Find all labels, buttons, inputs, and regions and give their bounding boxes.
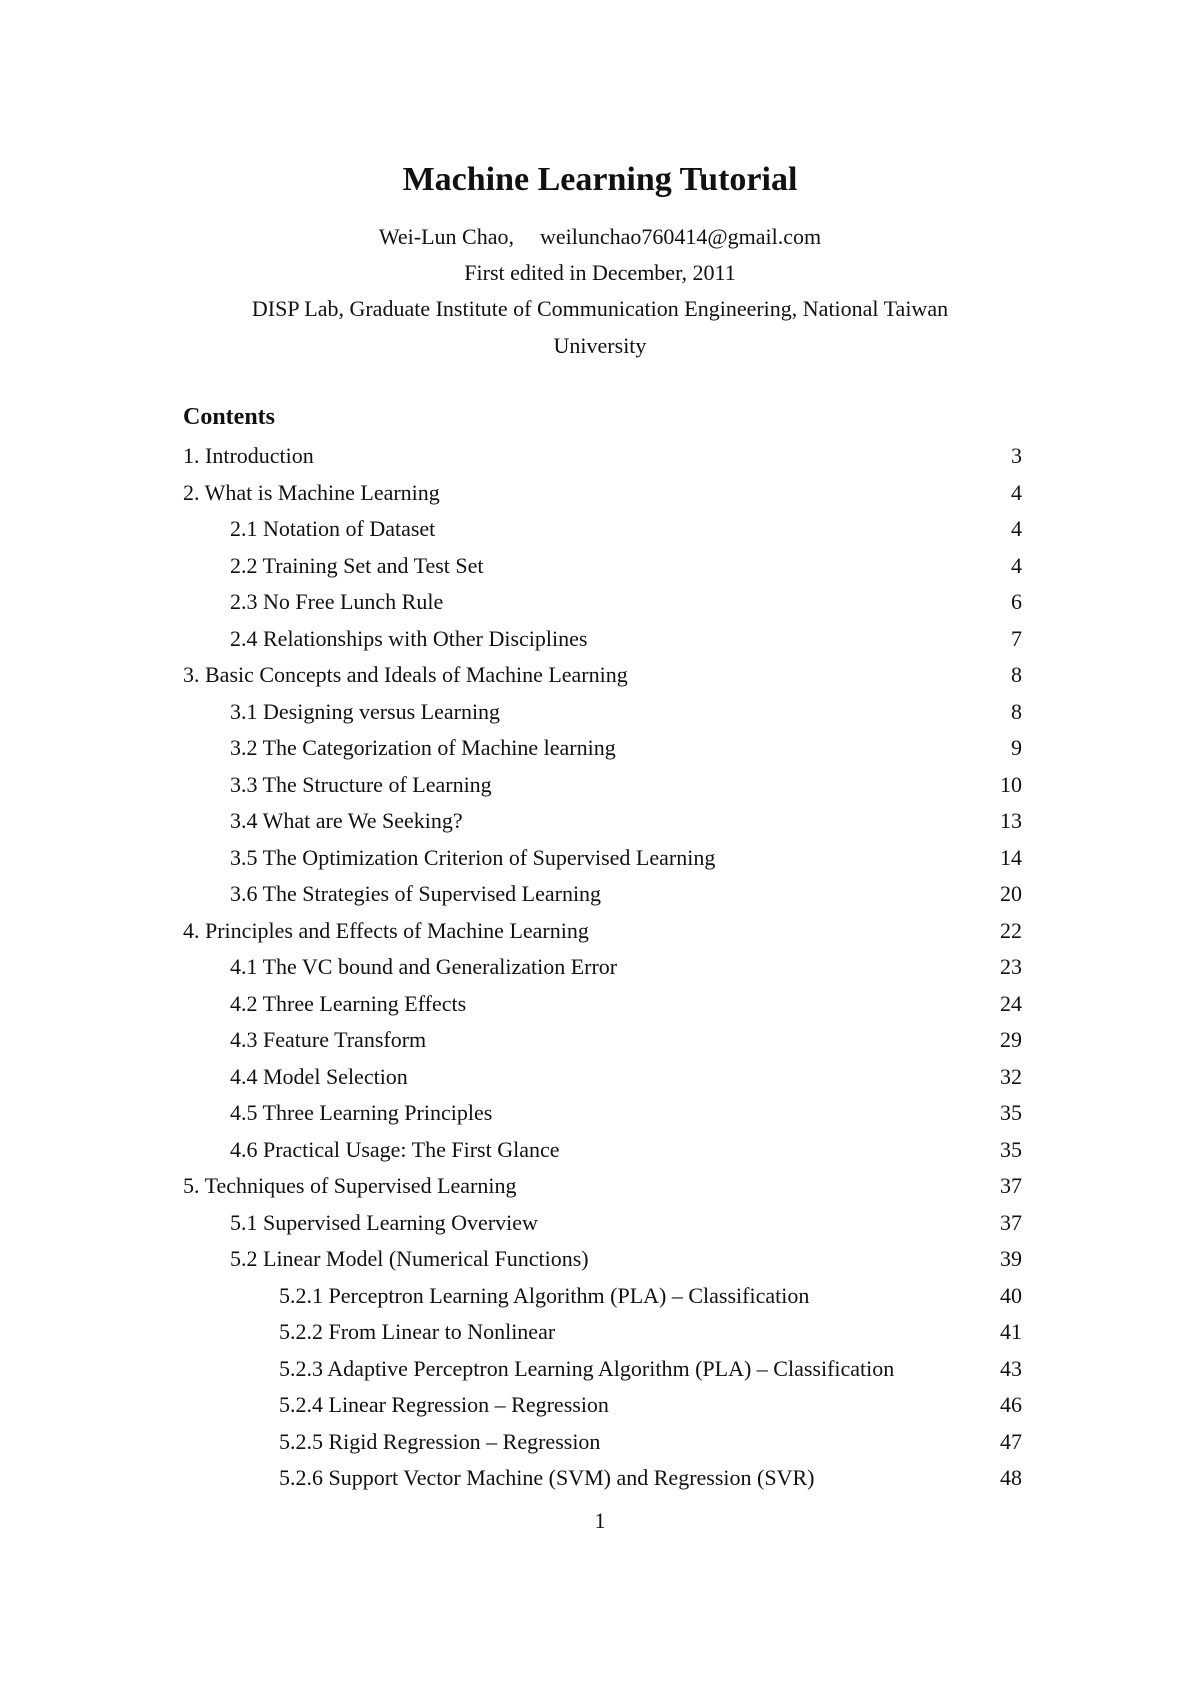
contents-heading: Contents <box>183 404 276 430</box>
toc-entry <box>0 697 1200 734</box>
toc-entry-page: 9 <box>1011 735 1022 760</box>
document-title: Machine Learning Tutorial <box>402 161 798 198</box>
toc-entry-label: 5.2.5 Rigid Regression – Regression <box>279 1428 601 1454</box>
toc-entry-page: 3 <box>1011 443 1022 468</box>
toc-entry-label: 3. Basic Concepts and Ideals of Machine Learning <box>183 662 628 687</box>
toc-entry-page: 37 <box>1000 1173 1022 1198</box>
table-of-contents <box>0 441 1200 1500</box>
toc-entry <box>0 478 1200 515</box>
toc-entry <box>0 733 1200 770</box>
toc-entry-page: 14 <box>1000 844 1022 870</box>
toc-entry <box>0 1135 1200 1172</box>
toc-entry <box>0 952 1200 989</box>
toc-entry-page: 6 <box>1011 589 1022 614</box>
toc-entry-page: 10 <box>1000 771 1022 797</box>
toc-entry <box>0 624 1200 661</box>
toc-entry <box>0 1244 1200 1281</box>
author-line <box>0 222 1200 252</box>
toc-entry-label: 3.1 Designing versus Learning <box>230 698 501 724</box>
toc-entry-label: 2.1 Notation of Dataset <box>230 516 436 541</box>
toc-entry-page: 32 <box>1000 1063 1022 1089</box>
toc-entry-label: 3.5 The Optimization Criterion of Supervised Learning <box>230 844 716 870</box>
toc-entry-page: 4 <box>1011 552 1022 578</box>
toc-entry-label: 4.6 Practical Usage: The First Glance <box>230 1136 560 1162</box>
toc-entry <box>0 1390 1200 1427</box>
toc-entry-page: 40 <box>1000 1282 1022 1308</box>
toc-entry <box>0 587 1200 624</box>
toc-entry <box>0 916 1200 953</box>
toc-entry-page: 4 <box>1011 516 1022 541</box>
toc-entry-page: 48 <box>1000 1465 1022 1490</box>
toc-entry-label: 3.2 The Categorization of Machine learning <box>230 735 616 760</box>
toc-entry <box>0 1281 1200 1318</box>
toc-entry-label: 5.1 Supervised Learning Overview <box>230 1209 538 1235</box>
author-email: weilunchao760414@gmail.com <box>539 224 822 249</box>
toc-entry-label: 3.4 What are We Seeking? <box>230 808 463 833</box>
toc-entry <box>0 1062 1200 1099</box>
toc-entry <box>0 1317 1200 1354</box>
affiliation-line-2: University <box>553 333 647 358</box>
toc-entry-label: 5.2 Linear Model (Numerical Functions) <box>230 1246 589 1271</box>
toc-entry-page: 37 <box>1000 1209 1022 1235</box>
toc-entry <box>0 1171 1200 1208</box>
toc-entry-label: 1. Introduction <box>183 443 314 468</box>
toc-entry <box>0 1463 1200 1500</box>
toc-entry <box>0 514 1200 551</box>
toc-entry-label: 5. Techniques of Supervised Learning <box>183 1173 517 1198</box>
toc-entry-page: 22 <box>1000 917 1022 943</box>
toc-entry-label: 2.4 Relationships with Other Disciplines <box>230 625 588 651</box>
toc-entry-label: 5.2.4 Linear Regression – Regression <box>279 1392 609 1417</box>
toc-entry-page: 35 <box>1000 1100 1022 1125</box>
toc-entry-page: 13 <box>1000 808 1022 833</box>
edited-date: First edited in December, 2011 <box>464 260 736 285</box>
toc-entry-page: 24 <box>1000 990 1022 1016</box>
toc-entry-label: 5.2.6 Support Vector Machine (SVM) and Regression (SVR) <box>279 1465 815 1490</box>
toc-entry-label: 2.3 No Free Lunch Rule <box>230 589 444 614</box>
affiliation-line-1: DISP Lab, Graduate Institute of Communication Engineering, National Taiwan <box>251 296 949 321</box>
toc-entry <box>0 989 1200 1026</box>
toc-entry-page: 8 <box>1011 662 1022 687</box>
toc-entry-label: 5.2.3 Adaptive Perceptron Learning Algorithm (PLA) – Classification <box>279 1355 895 1381</box>
toc-entry-label: 4. Principles and Effects of Machine Learning <box>183 917 589 943</box>
toc-entry-label: 4.4 Model Selection <box>230 1063 408 1089</box>
toc-entry <box>0 441 1200 478</box>
toc-entry-label: 4.5 Three Learning Principles <box>230 1100 493 1125</box>
toc-entry <box>0 660 1200 697</box>
toc-entry <box>0 879 1200 916</box>
toc-entry <box>0 770 1200 807</box>
toc-entry <box>0 1025 1200 1062</box>
toc-entry-label: 4.3 Feature Transform <box>230 1027 427 1052</box>
toc-entry <box>0 1427 1200 1464</box>
toc-entry-page: 29 <box>1000 1027 1022 1052</box>
toc-entry-page: 41 <box>1000 1319 1022 1344</box>
toc-entry <box>0 1098 1200 1135</box>
toc-entry-label: 3.3 The Structure of Learning <box>230 771 492 797</box>
toc-entry-page: 46 <box>1000 1392 1022 1417</box>
toc-entry-page: 47 <box>1000 1428 1022 1454</box>
toc-entry <box>0 843 1200 880</box>
toc-entry-page: 7 <box>1011 625 1022 651</box>
toc-entry <box>0 1354 1200 1391</box>
toc-entry <box>0 551 1200 588</box>
toc-entry-page: 35 <box>1000 1136 1022 1162</box>
toc-entry-label: 5.2.2 From Linear to Nonlinear <box>279 1319 556 1344</box>
toc-entry-page: 43 <box>1000 1355 1022 1381</box>
toc-entry-label: 2.2 Training Set and Test Set <box>230 552 484 578</box>
toc-entry <box>0 1208 1200 1245</box>
toc-entry <box>0 806 1200 843</box>
toc-entry-label: 4.2 Three Learning Effects <box>230 990 467 1016</box>
toc-entry-label: 5.2.1 Perceptron Learning Algorithm (PLA) – Classification <box>279 1282 810 1308</box>
toc-entry-page: 20 <box>1000 881 1022 906</box>
toc-entry-page: 23 <box>1000 954 1022 979</box>
toc-entry-label: 2. What is Machine Learning <box>183 479 440 505</box>
toc-entry-page: 39 <box>1000 1246 1022 1271</box>
author-name: Wei-Lun Chao, <box>378 224 514 249</box>
toc-entry-page: 8 <box>1011 698 1022 724</box>
toc-entry-label: 3.6 The Strategies of Supervised Learning <box>230 881 602 906</box>
page-number: 1 <box>594 1508 606 1533</box>
toc-entry-page: 4 <box>1011 479 1022 505</box>
toc-entry-label: 4.1 The VC bound and Generalization Error <box>230 954 618 979</box>
